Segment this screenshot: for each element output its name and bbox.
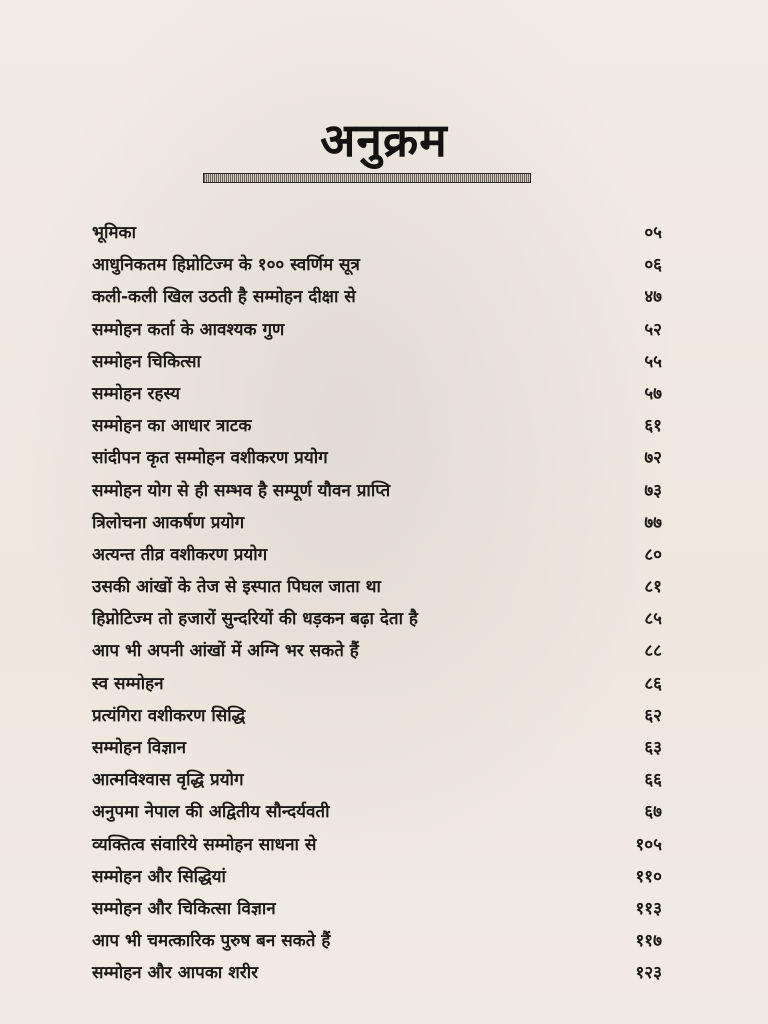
toc-entry-title: व्यक्तित्व संवारिये सम्मोहन साधना से [92,834,317,855]
toc-entry [92,957,662,989]
toc-entry [92,764,662,796]
toc-entry-title: सम्मोहन चिकित्सा [92,351,201,372]
toc-entry-title: भूमिका [92,223,136,243]
toc-entry [92,571,662,603]
toc-entry-title: सम्मोहन कर्ता के आवश्यक गुण [92,319,285,340]
toc-entry [92,668,662,700]
toc-entry-title: आप भी अपनी आंखों में अग्नि भर सकते हैं [92,641,359,662]
toc-entry [92,217,662,249]
toc-entry-title: कली-कली खिल उठती है सम्मोहन दीक्षा से [92,287,356,308]
title-underline [203,173,531,183]
toc-entry-page-number: ८५ [644,609,662,630]
toc-entry-page-number: ६१ [644,416,662,437]
toc-entry-page-number: ५५ [644,351,662,372]
toc-entry-title: सम्मोहन रहस्य [92,383,180,404]
toc-entry [92,346,662,378]
toc-entry-page-number: ६७ [644,802,662,823]
toc-entry-page-number: ११७ [635,931,662,952]
toc-entry-page-number: ५२ [644,319,662,340]
toc-entry-title: स्व सम्मोहन [92,673,164,694]
toc-entry-title: त्रिलोचना आकर्षण प्रयोग [92,512,245,533]
toc-entry-title: सम्मोहन विज्ञान [92,738,187,758]
toc-entry-page-number: ४७ [644,287,662,308]
toc-entry-title: अत्यन्त तीव्र वशीकरण प्रयोग [92,544,268,565]
toc-entry [92,861,662,893]
toc-entry-page-number: ७२ [644,448,662,469]
toc-entry-title: सम्मोहन योग से ही सम्भव है सम्पूर्ण यौवन प्राप्ति [92,480,391,501]
toc-entry-page-number: १२३ [635,963,662,984]
toc-entry-title: आप भी चमत्कारिक पुरुष बन सकते हैं [92,931,331,952]
toc-entry-page-number: ०६ [644,255,662,276]
page-title: अनुक्रम [320,113,448,167]
toc-entry-page-number: ८६ [644,673,662,694]
toc-entry [92,249,662,281]
toc-entry-page-number: ८० [644,544,662,565]
toc-entry [92,281,662,313]
toc-entry-title: सम्मोहन का आधार त्राटक [92,416,252,437]
toc-entry [92,410,662,442]
toc-entry [92,796,662,828]
toc-entry-page-number: ११० [635,866,662,887]
toc-entry-title: आत्मविश्वास वृद्धि प्रयोग [92,770,244,791]
toc-entry-page-number: ८८ [644,641,662,662]
toc-entry [92,507,662,539]
toc-entry-page-number: १०५ [635,834,662,855]
toc-entry-page-number: ६६ [644,770,662,791]
toc-entry [92,378,662,410]
toc-entry [92,732,662,764]
toc-entry [92,475,662,507]
toc-entry-page-number: ६२ [644,705,662,726]
toc-entry-title: प्रत्यंगिरा वशीकरण सिद्धि [92,705,246,726]
toc-entry-title: उसकी आंखों के तेज से इस्पात पिघल जाता था [92,577,381,598]
table-of-contents [92,217,662,990]
toc-entry-title: सम्मोहन और आपका शरीर [92,963,259,984]
toc-entry-page-number: ५७ [644,383,662,404]
toc-entry-page-number: ८१ [644,577,662,598]
toc-entry-page-number: ११३ [635,898,662,919]
toc-entry-page-number: ०५ [644,223,662,243]
toc-entry-title: सम्मोहन और सिद्धियां [92,866,226,887]
toc-entry-page-number: ६३ [644,738,662,758]
toc-entry [92,925,662,957]
toc-entry [92,603,662,635]
toc-entry-page-number: ७३ [644,480,662,501]
toc-entry-title: सम्मोहन और चिकित्सा विज्ञान [92,898,276,919]
toc-entry-title: हिप्नोटिज्म तो हजारों सुन्दरियों की धड़कन बढ़ा देता है [92,609,418,630]
toc-entry-title: सांदीपन कृत सम्मोहन वशीकरण प्रयोग [92,448,328,469]
toc-entry [92,442,662,474]
toc-entry-title: आधुनिकतम हिप्नोटिज्म के १०० स्वर्णिम सूत्र [92,255,360,276]
toc-entry [92,700,662,732]
toc-entry-title: अनुपमा नेपाल की अद्वितीय सौन्दर्यवती [92,802,330,823]
toc-entry [92,635,662,667]
toc-entry [92,829,662,861]
toc-entry [92,893,662,925]
toc-entry [92,539,662,571]
toc-entry-page-number: ७७ [644,512,662,533]
toc-entry [92,314,662,346]
